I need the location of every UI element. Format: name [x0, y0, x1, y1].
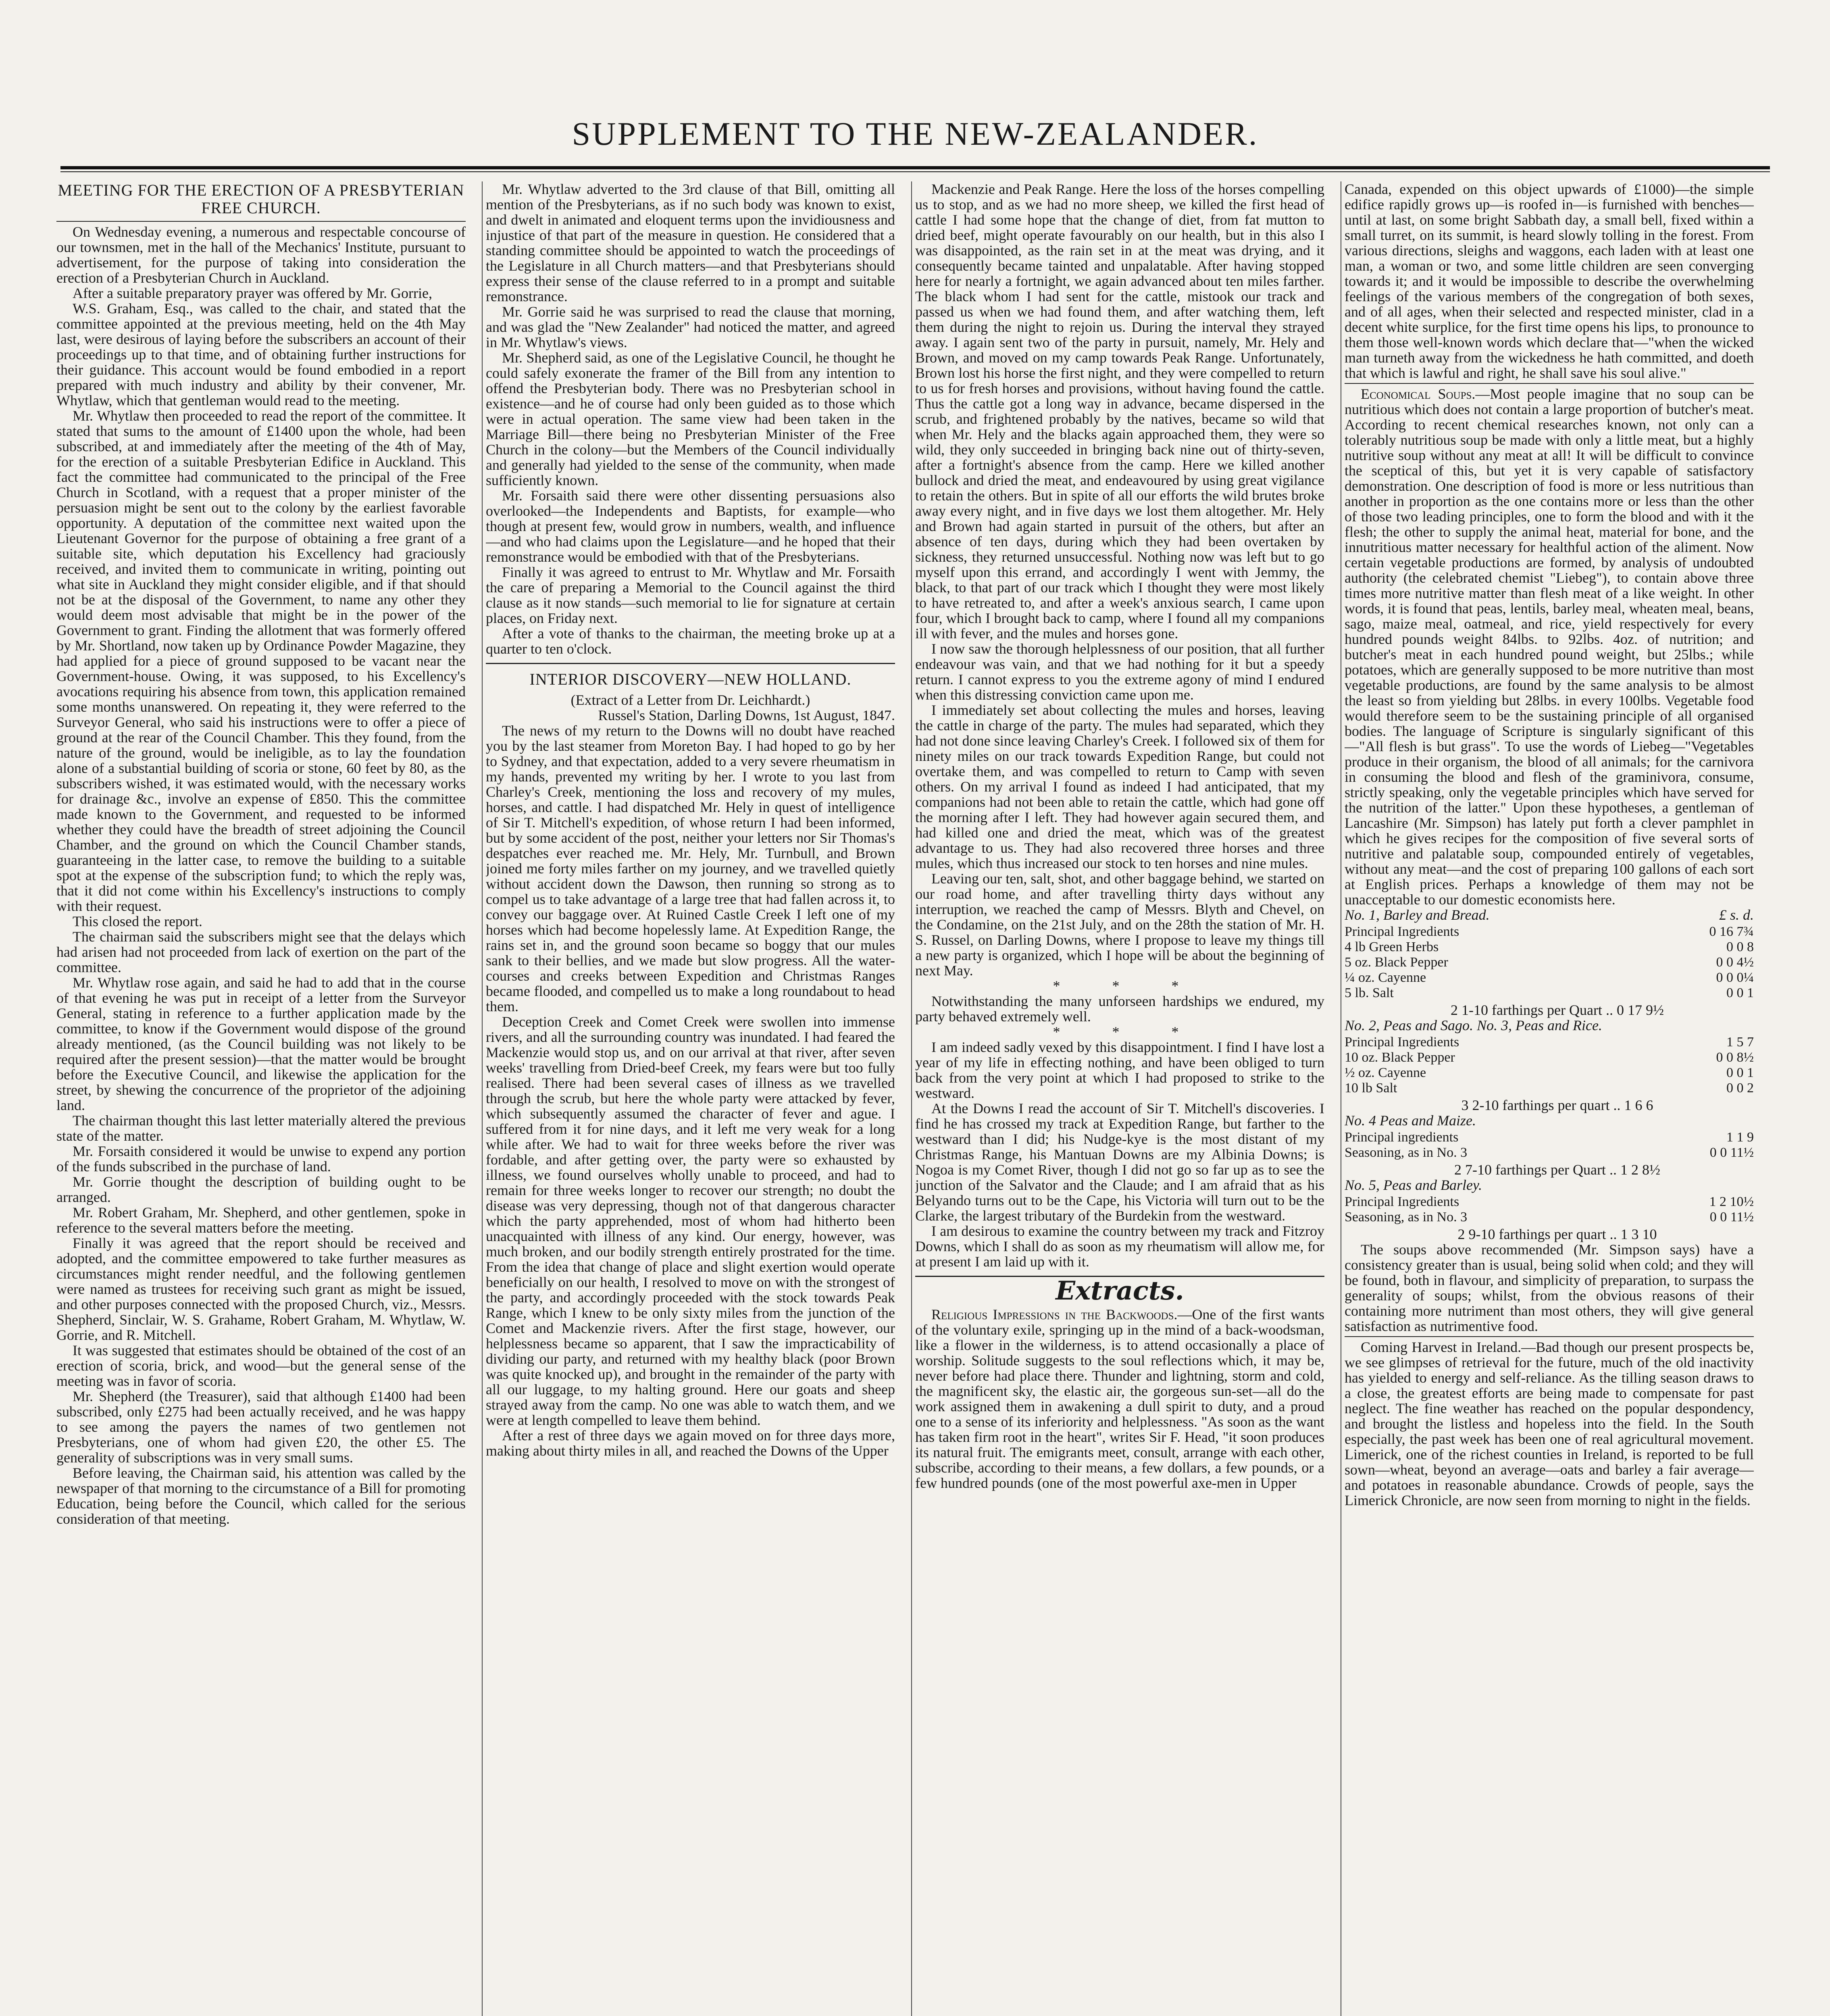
money-heading: £ s. d.	[1719, 907, 1754, 923]
cost: 0 0 1	[1726, 985, 1754, 1000]
cost: 0 0 8	[1726, 939, 1754, 954]
paragraph: Mr. Gorrie thought the description of building ought to be arranged.	[56, 1174, 466, 1205]
ingredient: Principal Ingredients	[1345, 924, 1459, 939]
recipe-row	[1345, 970, 1754, 985]
paragraph: Before leaving, the Chairman said, his attention was called by the newspaper of that morning to the circumstance of a Bill for promoting Education, being before the Council, which called for the serious consideration of that meeting.	[56, 1465, 466, 1527]
cost: 0 0 0¼	[1716, 970, 1754, 985]
recipe-row	[1345, 1035, 1754, 1050]
recipe-row	[1345, 1081, 1754, 1096]
ingredient: 5 lb. Salt	[1345, 985, 1394, 1000]
cost: 0 0 4½	[1716, 955, 1754, 970]
paragraph: Mr. Whytlaw rose again, and said he had to add that in the course of that evening he was put in receipt of a letter from the Surveyor General, stating in reference to a further application made by the committee, to know if the Government would dispose of the ground already mentioned, (as the Council building was not likely to be required after the present session)—that the matter would be brought before the Executive Council, and likewise the application for the street, by shewing the concurrence of the proprietor of the adjoining land.	[56, 975, 466, 1113]
paragraph: I immediately set about collecting the mules and horses, leaving the cattle in charge of the party. The mules had separated, which they had not done since leaving Charley's Creek. I followed six of them for ninety miles on our track towards Expedition Range, but could not overtake them, and was compelled to return to Camp with seven others. On my arrival I found as indeed I had anticipated, that my companions had not been able to retain the cattle, which had gone off the morning after I left. They had however again secured them, and had killed one and dried the meat, which was of the greatest advantage to us. They had also recovered three horses and three mules, which thus increased our stock to ten horses and nine mules.	[915, 702, 1324, 871]
cost: 0 0 1	[1726, 1065, 1754, 1080]
recipe-title	[1345, 1018, 1754, 1033]
soups-text: —Most people imagine that no soup can be nutritious which does not contain a large proportion of butcher's meat. According to recent chemical researches known, not only can a tolerably nutritious soup be made with only a little meat, but a highly nutritive soup without any meat at all! It will be difficult to convince the sceptical of this, but yet it is very capable of satisfactory demonstration. One description of food is more or less nutritious than another in proportion as the one contains more or less than the other of those two leading principles, one to form the blood and with it the flesh; the other to supply the animal heat, material for bone, and the innutritious matter necessary for healthful action of the aliment. Now certain vegetable productions are formed, by analysis of undoubted authority (the celebrated chemist "Liebeg"), to contain above three times more nutritive matter than flesh meat of a like weight. In other words, it is found that peas, lentils, barley meal, wheaten meal, beans, sago, maize meal, oatmeal, and rice, yield respectively for every hundred pounds weight 84lbs. to 92lbs. 4oz. of nutrition; and butcher's meat in each hundred pound weight, but 25lbs.; while potatoes, which are generally supposed to be more nutritive than most vegetable productions, are found by the same analysis to be almost the least so from yielding but 28lbs. in every 100lbs. Vegetable food would therefore seem to be the sustaining principle of all organised bodies. The language of Scripture is singularly significant of this—"All flesh is but grass". To use the words of Liebeg—"Vegetables produce in their organism, the blood of all animals; for the carnivora in consuming the blood and flesh of the graminivora, consume, strictly speaking, only the vegetable principles which have served for the nutrition of the latter." Upon these hypotheses, a gentleman of Lancashire (Mr. Simpson) has lately put forth a clever pamphlet in which he gives recipes for the composition of five several sorts of nutritive and palatable soup, compounded entirely of vegetables, without any meat—and the cost of preparing 100 gallons of each sort at English prices. Perhaps a knowledge of them may not be unacceptable to our domestic economists here.	[1345, 386, 1754, 908]
cost: 0 0 11½	[1709, 1145, 1754, 1160]
recipe-title	[1345, 1177, 1754, 1193]
recipe-total: 2 7-10 farthings per Quart .. 1 2 8½	[1454, 1162, 1660, 1178]
recipe-title	[1345, 1113, 1754, 1128]
ingredient: ½ oz. Cayenne	[1345, 1065, 1426, 1080]
cost: 0 0 2	[1726, 1081, 1754, 1095]
ingredient: Principal ingredients	[1345, 1130, 1459, 1145]
section-stars: * * *	[1053, 978, 1203, 994]
ingredient: Principal Ingredients	[1345, 1194, 1459, 1209]
column-4	[1345, 181, 1754, 2016]
ingredient: Principal Ingredients	[1345, 1035, 1459, 1050]
paragraph: I am indeed sadly vexed by this disappointment. I find I have lost a year of my life in effecting nothing, and have been obliged to turn back from the very point at which I had proposed to strike to the westward.	[915, 1039, 1324, 1101]
religious-continued: Canada, expended on this object upwards of £1000)—the simple edifice rapidly grows up—is roofed in—is furnished with benches—until at last, on some bright Sabbath day, a small bell, fixed within a small turret, on its summit, is heard slowly tolling in the forest. From various directions, sleighs and waggons, each laden with at least one man, a woman or two, and some little children are seen converging towards it; and it would be impossible to describe the overwhelming feelings of the various members of the congregation of both sexes, and of all ages, when their selected and respected minister, clad in a decent white surplice, for the first time opens his lips, to pronounce to them those well-known words which declare that—"when the wicked man turneth away from the wickedness he hath committed, and doeth that which is lawful and right, he shall save his soul alive."	[1345, 181, 1754, 381]
paragraph: After a rest of three days we again moved on for three days more, making about thirty miles in all, and reached the Downs of the Upper	[486, 1427, 895, 1459]
ingredient: 4 lb Green Herbs	[1345, 939, 1439, 954]
paragraph: W.S. Graham, Esq., was called to the chair, and stated that the committee appointed at the previous meeting, held on the 4th May last, were desirous of laying before the subscribers an account of their proceedings up to that time, and of obtaining further instructions for their guidance. This account would be found embodied in a report prepared with much industry and ability by their convener, Mr. Whytlaw, which that gentleman would read to the meeting.	[56, 300, 466, 408]
cost: 0 0 11½	[1709, 1210, 1754, 1225]
paragraph: This closed the report.	[73, 913, 202, 929]
column-divider	[482, 181, 483, 2016]
recipe-total: 3 2-10 farthings per quart .. 1 6 6	[1461, 1097, 1653, 1113]
harvest-paragraph: Coming Harvest in Ireland.—Bad though our present prospects be, we see glimpses of retrieval for the future, much of the old inactivity has yielded to energy and self-reliance. As the tilling season draws to a close, the greatest efforts are being made to compensate for past neglect. The fine weather has reached on the popular despondency, and brought the listless and hopeless into the field. In the South especially, the past week has been one of real agricultural movement. Limerick, one of the richest counties in Ireland, is reported to be full sown—wheat, beyond an average—oats and barley a fair average—and potatoes in reasonable abundance. Crowds of people, says the Limerick Chronicle, are now seen from morning to night in the fields.	[1345, 1339, 1754, 1508]
ingredient: 10 oz. Black Pepper	[1345, 1050, 1455, 1065]
recipe-name: No. 5, Peas and Barley.	[1345, 1177, 1482, 1193]
paragraph: It was suggested that estimates should be obtained of the cost of an erection of scoria, brick, and wood—but the general sense of the meeting was in favor of scoria.	[56, 1342, 466, 1389]
soups-paragraph	[1345, 386, 1754, 907]
interior-article-continued	[915, 181, 1324, 978]
paragraph: The news of my return to the Downs will no doubt have reached you by the last steamer from Moreton Bay. I had hoped to go by her to Sydney, and that expectation, added to a very severe rheumatism in my hands, prevented my writing by her. I wrote to you last from Charley's Creek, mentioning the loss and recovery of my mules, horses, and cattle. I had dispatched Mr. Hely in quest of intelligence of Sir T. Mitchell's expedition, of whose return I had been informed, but by some accident of the post, neither your letters nor Sir Thomas's despatches ever reached me. Mr. Hely, Mr. Turnbull, and Brown joined me forty miles farther on my journey, and we travelled quietly without accident down the Dawson, then running so strong as to compel us to take advantage of a large tree that had fallen across it, to convey our baggage over. At Ruined Castle Creek I left one of my horses which had become hopelessly lame. At Expedition Range, the rains set in, and the ground soon became so boggy that our mules sank to their bellies, and we made but slow progress. All the water-courses and creeks between Expedition and Christmas Ranges became flooded, and compelled us to make a long roundabout to head them.	[486, 723, 895, 1014]
interior-article-note	[915, 993, 1324, 1024]
recipe-total: 2 9-10 farthings per quart .. 1 3 10	[1457, 1226, 1657, 1242]
paragraph: Mackenzie and Peak Range. Here the loss of the horses compelling us to stop, and as we had no more sheep, we killed the first head of cattle I had some hope that the change of diet, from fat mutton to dried beef, might operate favourably on our health, but in this also I was disappointed, as the rain set in at the meat was drying, and it consequently became tainted and unpalatable. After having stopped here for nearly a fortnight, we again advanced about ten miles farther. The black whom I had sent for the cattle, mistook our track and passed us when we had found them, and after watching them, left them during the night to rejoin us. During the interval they strayed away. I again sent two of the party in pursuit, namely, Mr. Hely and Brown, and moved on my camp towards Peak Range. Unfortunately, Brown lost his horse the first night, and they were compelled to return to us for fresh horses and provisions, without having found the cattle. Thus the cattle got a long way in advance, became dispersed in the scrub, and frightened probably by the natives, became so wild that when Mr. Hely and the blacks again approached them, they were so wild, they only succeeded in bringing back nine out of thirty-seven, after a fortnight's absence from the camp. Here we killed another bullock and dried the meat, and endeavoured by using great vigilance to retain the others. But in spite of all our efforts the wild brutes broke away every night, and in five days we lost them altogether. Mr. Hely and Brown had again started in pursuit of the others, but after an absence of ten days, during which they had been overtaken by sickness, they returned unsuccessful. Nothing now was left but to go myself upon this errand, and accordingly I went with Jemmy, the black, to that part of our track which I thought they were most likely to have retreated to, and after a week's anxious search, I came upon four, which I brought back to camp, where I found all my companions ill with fever, and the mules and horses gone.	[915, 181, 1324, 641]
meeting-article-continued	[486, 181, 895, 656]
interior-title: INTERIOR DISCOVERY—NEW HOLLAND.	[529, 670, 852, 688]
recipe-row	[1345, 1194, 1754, 1210]
ingredient: Seasoning, as in No. 3	[1345, 1145, 1468, 1160]
ingredient: ¼ oz. Cayenne	[1345, 970, 1426, 985]
title-rule	[56, 221, 466, 222]
paragraph: Mr. Gorrie said he was surprised to read the clause that morning, and was glad the "New Zealander" had noticed the matter, and agreed in Mr. Whytlaw's views.	[486, 304, 895, 350]
recipe-row	[1345, 924, 1754, 939]
recipe-row	[1345, 1130, 1754, 1145]
paragraph: Mr. Whytlaw adverted to the 3rd clause of that Bill, omitting all mention of the Presbyterians, as if no such body was known to exist, and dwelt in animated and eloquent terms upon the invidiousness and injustice of that part of the measure in question. He considered that a standing committee should be appointed to watch the proceedings of the Legislature in all Church matters—and that Presbyterians should express their sense of the clause referred to in a prompt and suitable remonstrance.	[486, 181, 895, 304]
cost: 1 1 9	[1726, 1130, 1754, 1145]
ingredient: 10 lb Salt	[1345, 1081, 1397, 1095]
paragraph: Mr. Robert Graham, Mr. Shepherd, and other gentlemen, spoke in reference to the several matters before the meeting.	[56, 1204, 466, 1236]
paragraph: After a suitable preparatory prayer was offered by Mr. Gorrie,	[73, 285, 432, 301]
masthead: SUPPLEMENT TO THE NEW-ZEALANDER.	[572, 115, 1259, 152]
religious-lead: Religious Impressions in the Backwoods.	[931, 1306, 1178, 1322]
ingredient: Seasoning, as in No. 3	[1345, 1210, 1468, 1225]
soup-recipes	[1345, 907, 1754, 1242]
paragraph: I now saw the thorough helplessness of our position, that all further endeavour was vain, and that we had nothing for it but a speedy return. I cannot express to you the extreme agony of mind I endured when this distressing conviction came upon me.	[915, 641, 1324, 703]
column-1	[56, 181, 466, 2016]
recipe-total: 2 1-10 farthings per Quart .. 0 17 9½	[1451, 1002, 1664, 1018]
cost: 1 5 7	[1726, 1035, 1754, 1050]
recipe-row	[1345, 1065, 1754, 1081]
column-3	[915, 181, 1324, 2016]
religious-paragraph	[915, 1307, 1324, 1491]
paragraph: At the Downs I read the account of Sir T. Mitchell's discoveries. I find he has crossed my track at Expedition Range, but farther to the westward than I did; his Nudge-kye is the most distant of my Christmas Range, his Mantuan Downs are my Albinia Downs; is Nogoa is my Comet River, though I did not go so far up as to see the junction of the Salvator and the Claude; and I am afraid that as his Belyando turns out to be the Cape, his Victoria will turn out to be the Clarke, the largest tributary of the Burdekin from the westward.	[915, 1100, 1324, 1224]
paragraph: The chairman thought this last letter materially altered the previous state of the matter.	[56, 1112, 466, 1144]
paragraph: Notwithstanding the many unforseen hardships we endured, my party behaved extremely well.	[915, 993, 1324, 1025]
paragraph: Finally it was agreed that the report should be received and adopted, and the committee empowered to take further measures as circumstances might render needful, and the following gentlemen were named as trustees for receiving such grant as might be issued, and other purposes connected with the proposed Church, viz., Messrs. Shepherd, Sinclair, W. S. Grahame, Robert Graham, M. Whytlaw, W. Gorrie, and R. Mitchell.	[56, 1235, 466, 1343]
recipe-row	[1345, 1145, 1754, 1160]
recipe-table	[1345, 924, 1754, 1001]
column-divider	[911, 181, 912, 2016]
recipe-row	[1345, 1050, 1754, 1065]
paragraph: Mr. Forsaith considered it would be unwise to expend any portion of the funds subscribed in the purchase of land.	[56, 1143, 466, 1175]
religious-text: —One of the first wants of the voluntary exile, springing up in the mind of a back-woodsman, like a flower in the wilderness, is to attend occasionally a place of worship. Solitude suggests to the soul reflections which, it may be, never before had place there. Thunder and lightning, storm and cold, the magnificent sky, the elastic air, the gorgeous sun-set—all do the work assigned them in awakening a dull spirit to duty, and a proud one to a sense of its inferiority and helplessness. "As soon as the want has taken firm root in the heart", writes Sir F. Head, "it soon produces its natural fruit. The emigrants meet, consult, arrange with each other, subscribe, according to their means, a few dollars, a few pounds, or a few hundred pounds (one of the most powerful axe-men in Upper	[915, 1306, 1324, 1491]
recipe-row	[1345, 985, 1754, 1001]
recipe-table	[1345, 1035, 1754, 1096]
paragraph: The chairman said the subscribers might see that the delays which had arisen had not proceeded from lack of exertion on the part of the committee.	[56, 929, 466, 975]
interior-article-conclusion	[915, 1039, 1324, 1269]
recipe-row	[1345, 939, 1754, 955]
soups-lead: Economical Soups.	[1361, 386, 1476, 402]
section-stars: * * *	[1053, 1024, 1203, 1040]
article-separator	[1345, 1336, 1754, 1337]
interior-dateline: Russel's Station, Darling Downs, 1st August, 1847.	[598, 707, 895, 723]
interior-subtitle: (Extract of a Letter from Dr. Leichhardt.)	[570, 692, 810, 708]
paragraph: Mr. Shepherd said, as one of the Legislative Council, he thought he could safely exonerate the framer of the Bill from any intention to offend the Presbyterian body. There was no Presbyterian school in existence—and he of course had only been guided as to those which were in actual operation. The same view had been taken in the Marriage Bill—there being no Presbyterian Minister of the Free Church in the colony—but the Members of the Council individually and generally had yielded to the sense of the community, when made sufficiently known.	[486, 350, 895, 488]
cost: 0 16 7¾	[1709, 924, 1754, 939]
recipe-name: No. 1, Barley and Bread.	[1345, 907, 1490, 923]
recipe-table	[1345, 1194, 1754, 1225]
recipe-row	[1345, 1210, 1754, 1225]
article-separator	[486, 663, 895, 664]
soups-after: The soups above recommended (Mr. Simpson says) have a consistency greater than is usual, being solid when cold; and they will be found, both in flavour, and simplicity of preparation, to surpass the generality of soups; whilst, from the obvious reasons of their containing more nutriment than most others, they will give general satisfaction as nutrimentive food.	[1345, 1241, 1754, 1334]
masthead-rule	[60, 166, 1770, 169]
article-separator	[1345, 383, 1754, 384]
column-2	[486, 181, 895, 2016]
masthead-rule-thin	[60, 171, 1770, 172]
paragraph: Mr. Whytlaw then proceeded to read the report of the committee. It stated that sums to the amount of £1400 upon the whole, had been subscribed, at and immediately after the meeting of the 4th of May, for the erection of a suitable Presbyterian Edifice in Auckland. This fact the committee had communicated to the principal of the Free Church in Scotland, with a request that a proper minister of the persuasion might be sent out to the colony by the earliest favorable opportunity. A deputation of the committee next waited upon the Lieutenant Governor for the purpose of obtaining a free grant of a suitable site, which deputation his Excellency had graciously received, and invited them to communicate in writing, pointing out what site in Auckland they might consider eligible, and if that should not be at the disposal of the Government, to name any other they would deem most advisable that might be in the power of the Government to grant. Finding the allotment that was formerly offered by Mr. Shortland, now taken up by Ordinance Powder Magazine, they had applied for a piece of ground supposed to be vacant near the Government-house. Owing, it was supposed, to his Excellency's avocations requiring his absence from town, this application remained some months unanswered. On repeating it, they were referred to the Surveyor General, who said his instructions were to offer a piece of ground at the rear of the Council Chamber. This they found, from the nature of the ground, would be ineligible, as to lay the foundation alone of a substantial building of scoria or stone, 60 feet by 80, as the subscribers wished, it was estimated would, with the necessary works for drainage &c., involve an expense of £850. This the committee made known to the Government, and requested to be informed whether they could have the breadth of street adjoining the Council Chamber, and the ground on which the Council Chamber stands, guaranteeing in the latter case, to remove the building to a suitable spot at the expense of the subscription fund; to which the reply was, that it did not come within his Excellency's instructions to comply with their request.	[56, 408, 466, 914]
recipe-name: No. 2, Peas and Sago. No. 3, Peas and Rice.	[1345, 1017, 1602, 1033]
recipe-title	[1345, 907, 1754, 923]
cost: 1 2 10½	[1709, 1194, 1754, 1209]
recipe-name: No. 4 Peas and Maize.	[1345, 1112, 1476, 1129]
paragraph: Mr. Forsaith said there were other dissenting persuasions also overlooked—the Independents and Baptists, for example—who though at present few, would grow in numbers, wealth, and influence—and who had claims upon the Legislature—and he hoped that their remonstrance would be embodied with that of the Presbyterians.	[486, 487, 895, 565]
paragraph: Deception Creek and Comet Creek were swollen into immense rivers, and all the surrounding country was inundated. I had feared the Mackenzie would stop us, and on our arrival at that river, after seven weeks' travelling from Dried-beef Creek, my fears were but too fully realised. There had been several cases of illness as we travelled through the scrub, but here the whole party were attacked by fever, which subsequently assumed the character of fever and ague. I suffered from it for nine days, and it left me very weak for a long while after. We had to wait for three weeks before the river was fordable, and after getting over, the party were so exhausted by illness, we found ourselves wholly unable to proceed, and had to remain for three weeks longer to recover our strength; no doubt the disease was very depressing, though not of that dangerous character which the party apprehended, most of whom had hitherto been unacquainted with illness of any kind. Our energy, however, was much broken, and our bodily strength entirely prostrated for the time. From the idea that change of place and slight exertion would operate beneficially on our health, I resolved to move on with the strongest of the party, and accordingly proceeded with the stock towards Peak Range, which I knew to be only sixty miles from the junction of the Comet and Mackenzie rivers. After the first stage, however, our helplessness became so apparent, that I saw the impracticability of dividing our party, and returned with my healthy black (poor Brown was quite knocked up), and brought in the remainder of the party with all our luggage, to my halting ground. Here our goats and sheep strayed away from the camp. No one was able to watch them, and we were at length compelled to leave them behind.	[486, 1014, 895, 1428]
ingredient: 5 oz. Black Pepper	[1345, 955, 1448, 970]
paragraph: Finally it was agreed to entrust to Mr. Whytlaw and Mr. Forsaith the care of preparing a Memorial to the Council against the third clause as it now stands—such memorial to lie for signature at certain places, on Friday next.	[486, 564, 895, 626]
paragraph: On Wednesday evening, a numerous and respectable concourse of our townsmen, met in the hall of the Mechanics' Institute, pursuant to advertisement, for the purpose of taking into consideration the erection of a Presbyterian Church in Auckland.	[56, 224, 466, 286]
interior-article	[486, 723, 895, 1458]
paragraph: I am desirous to examine the country between my track and Fitzroy Downs, which I shall do as soon as my rheumatism will allow me, for at present I am laid up with it.	[915, 1223, 1324, 1270]
recipe-row	[1345, 955, 1754, 970]
meeting-article	[56, 224, 466, 1527]
recipe-table	[1345, 1130, 1754, 1160]
paragraph: After a vote of thanks to the chairman, the meeting broke up at a quarter to ten o'clock.	[486, 625, 895, 657]
paragraph: Leaving our ten, salt, shot, and other baggage behind, we started on our road home, and after travelling thirty days without any interruption, we reached the camp of Messrs. Blyth and Chevel, on the Condamine, on the 21st July, and on the 28th the station of Mr. H. S. Russel, on Darling Downs, where I propose to leave my things till a new party is organized, which I hope will be about the beginning of next May.	[915, 871, 1324, 979]
extracts-heading: Extracts.	[1056, 1276, 1184, 1306]
meeting-title: MEETING FOR THE ERECTION OF A PRESBYTERIAN FREE CHURCH.	[58, 181, 464, 217]
cost: 0 0 8½	[1716, 1050, 1754, 1065]
paragraph: Mr. Shepherd (the Treasurer), said that although £1400 had been subscribed, only £275 had been actually received, and he was happy to see among the payers the names of two gentlemen not Presbyterians, one of whom had given £20, the other £5. The generality of subscriptions was in very small sums.	[56, 1388, 466, 1466]
